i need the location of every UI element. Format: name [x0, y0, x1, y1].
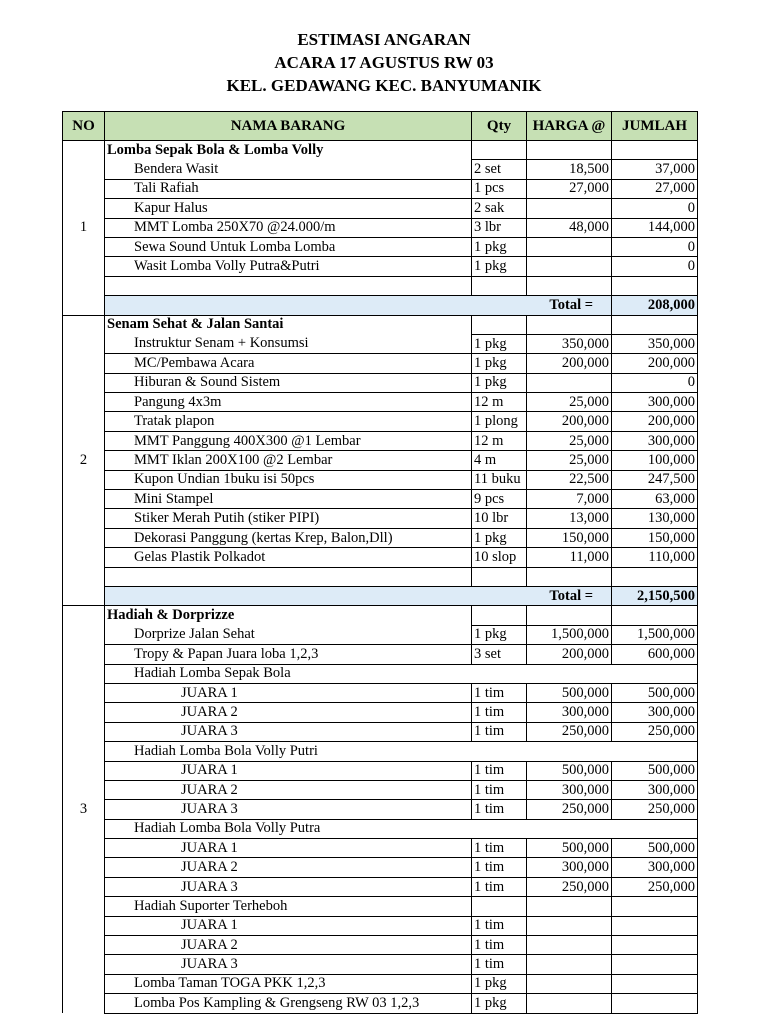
item-price — [527, 994, 612, 1013]
item-qty: 1 pcs — [472, 179, 527, 198]
item-qty: 4 m — [472, 451, 527, 470]
item-qty: 2 set — [472, 160, 527, 179]
item-name: Gelas Plastik Polkadot — [105, 548, 472, 567]
qty-cell — [472, 606, 527, 625]
title-line-1: ESTIMASI ANGARAN — [297, 30, 471, 49]
total-value: 208,000 — [612, 296, 698, 315]
item-price: 500,000 — [527, 839, 612, 858]
item-qty: 1 tim — [472, 703, 527, 722]
item-qty: 3 lbr — [472, 218, 527, 237]
blank-cell — [612, 567, 698, 586]
blank-cell — [527, 567, 612, 586]
item-name: Lomba Pos Kampling & Grengseng RW 03 1,2,3 — [105, 994, 472, 1013]
item-qty: 1 pkg — [472, 373, 527, 392]
item-price: 200,000 — [527, 412, 612, 431]
item-total: 150,000 — [612, 528, 698, 547]
item-name: JUARA 1 — [105, 839, 472, 858]
item-name: Mini Stampel — [105, 490, 472, 509]
table-row — [63, 218, 698, 237]
item-total: 300,000 — [612, 393, 698, 412]
item-qty: 1 pkg — [472, 257, 527, 276]
item-qty: 1 plong — [472, 412, 527, 431]
table-row — [63, 373, 698, 392]
item-qty: 1 pkg — [472, 625, 527, 644]
item-qty: 1 tim — [472, 916, 527, 935]
item-total — [612, 994, 698, 1013]
table-row — [63, 761, 698, 780]
table-row — [63, 528, 698, 547]
total-cell — [612, 141, 698, 160]
table-row — [63, 664, 698, 683]
item-qty: 1 tim — [472, 955, 527, 974]
item-total: 37,000 — [612, 160, 698, 179]
item-price: 250,000 — [527, 722, 612, 741]
item-total: 247,500 — [612, 470, 698, 489]
item-name: Stiker Merah Putih (stiker PIPI) — [105, 509, 472, 528]
item-name: JUARA 2 — [105, 858, 472, 877]
item-total: 300,000 — [612, 431, 698, 450]
item-name: Hadiah Suporter Terheboh — [105, 897, 472, 916]
col-header-name: NAMA BARANG — [105, 112, 472, 141]
item-name: MMT Panggung 400X300 @1 Lembar — [105, 431, 472, 450]
section-title: Hadiah & Dorprizze — [105, 606, 472, 625]
item-total: 500,000 — [612, 839, 698, 858]
table-row — [63, 470, 698, 489]
item-price: 25,000 — [527, 451, 612, 470]
item-qty: 1 tim — [472, 683, 527, 702]
document-title — [0, 28, 768, 97]
item-qty: 1 pkg — [472, 974, 527, 993]
item-total: 500,000 — [612, 761, 698, 780]
item-qty: 1 pkg — [472, 354, 527, 373]
item-total: 250,000 — [612, 722, 698, 741]
item-qty: 3 set — [472, 645, 527, 664]
item-price — [527, 916, 612, 935]
table-row — [63, 858, 698, 877]
item-price — [527, 237, 612, 256]
total-cell — [612, 315, 698, 334]
item-price: 300,000 — [527, 703, 612, 722]
item-name: Wasit Lomba Volly Putra&Putri — [105, 257, 472, 276]
table-row — [63, 354, 698, 373]
price-cell — [527, 315, 612, 334]
item-name: JUARA 3 — [105, 955, 472, 974]
item-price — [527, 199, 612, 218]
total-label: Total = — [105, 296, 612, 315]
table-row — [63, 645, 698, 664]
item-qty: 1 tim — [472, 722, 527, 741]
item-price: 48,000 — [527, 218, 612, 237]
table-row — [63, 179, 698, 198]
item-name: Tali Rafiah — [105, 179, 472, 198]
item-price: 250,000 — [527, 877, 612, 896]
item-name: Lomba Taman TOGA PKK 1,2,3 — [105, 974, 472, 993]
col-header-no: NO — [63, 112, 105, 141]
table-row — [63, 237, 698, 256]
total-row — [63, 586, 698, 605]
title-line-2: ACARA 17 AGUSTUS RW 03 — [274, 53, 494, 72]
item-name: Kapur Halus — [105, 199, 472, 218]
item-name: Hadiah Lomba Bola Volly Putra — [105, 819, 698, 838]
item-price: 18,500 — [527, 160, 612, 179]
item-name: Kupon Undian 1buku isi 50pcs — [105, 470, 472, 489]
section-number: 1 — [63, 141, 105, 316]
item-price: 200,000 — [527, 354, 612, 373]
blank-row — [63, 276, 698, 295]
qty-cell — [472, 141, 527, 160]
item-total: 144,000 — [612, 218, 698, 237]
item-qty: 1 tim — [472, 936, 527, 955]
total-value: 2,150,500 — [612, 586, 698, 605]
blank-cell — [105, 567, 472, 586]
item-total: 250,000 — [612, 800, 698, 819]
table-row — [63, 257, 698, 276]
header-row — [63, 112, 698, 141]
item-qty: 1 tim — [472, 877, 527, 896]
table-row — [63, 722, 698, 741]
price-cell — [527, 606, 612, 625]
item-qty: 10 slop — [472, 548, 527, 567]
table-row — [63, 199, 698, 218]
item-total: 600,000 — [612, 645, 698, 664]
item-total — [612, 955, 698, 974]
item-name: Dekorasi Panggung (kertas Krep, Balon,Dll) — [105, 528, 472, 547]
title-line-3: KEL. GEDAWANG KEC. BANYUMANIK — [226, 76, 542, 95]
table-row — [63, 412, 698, 431]
item-price: 1,500,000 — [527, 625, 612, 644]
item-price: 250,000 — [527, 800, 612, 819]
item-qty: 12 m — [472, 393, 527, 412]
item-qty — [472, 897, 527, 916]
item-price: 200,000 — [527, 645, 612, 664]
item-total: 350,000 — [612, 334, 698, 353]
item-price: 7,000 — [527, 490, 612, 509]
table-row — [63, 800, 698, 819]
item-qty: 1 tim — [472, 761, 527, 780]
item-name: MMT Lomba 250X70 @24.000/m — [105, 218, 472, 237]
item-name: Tropy & Papan Juara loba 1,2,3 — [105, 645, 472, 664]
table-body — [63, 141, 698, 1014]
item-price: 25,000 — [527, 393, 612, 412]
item-price — [527, 936, 612, 955]
item-name: Bendera Wasit — [105, 160, 472, 179]
item-name: JUARA 2 — [105, 936, 472, 955]
section-title: Lomba Sepak Bola & Lomba Volly — [105, 141, 472, 160]
item-total: 300,000 — [612, 703, 698, 722]
item-name: Sewa Sound Untuk Lomba Lomba — [105, 237, 472, 256]
table-row — [63, 839, 698, 858]
item-qty: 1 pkg — [472, 528, 527, 547]
item-name: Hadiah Lomba Bola Volly Putri — [105, 742, 698, 761]
item-qty: 9 pcs — [472, 490, 527, 509]
item-total: 110,000 — [612, 548, 698, 567]
col-header-price: HARGA @ — [527, 112, 612, 141]
blank-cell — [527, 276, 612, 295]
item-total: 250,000 — [612, 877, 698, 896]
item-name: MMT Iklan 200X100 @2 Lembar — [105, 451, 472, 470]
table-row — [63, 955, 698, 974]
blank-cell — [472, 276, 527, 295]
table-row — [63, 936, 698, 955]
item-qty: 1 tim — [472, 780, 527, 799]
item-price: 22,500 — [527, 470, 612, 489]
item-qty: 2 sak — [472, 199, 527, 218]
item-qty: 1 pkg — [472, 334, 527, 353]
section-row — [63, 606, 698, 625]
qty-cell — [472, 315, 527, 334]
table-row — [63, 916, 698, 935]
item-price — [527, 897, 612, 916]
item-qty: 1 tim — [472, 839, 527, 858]
price-cell — [527, 141, 612, 160]
item-name: Pangung 4x3m — [105, 393, 472, 412]
item-price: 350,000 — [527, 334, 612, 353]
item-price — [527, 955, 612, 974]
col-header-total: JUMLAH — [612, 112, 698, 141]
table-row — [63, 334, 698, 353]
item-total: 1,500,000 — [612, 625, 698, 644]
budget-table — [62, 111, 698, 1014]
table-row — [63, 431, 698, 450]
blank-cell — [105, 276, 472, 295]
total-cell — [612, 606, 698, 625]
item-total — [612, 916, 698, 935]
item-qty: 1 pkg — [472, 237, 527, 256]
table-row — [63, 509, 698, 528]
item-name: JUARA 3 — [105, 877, 472, 896]
table-row — [63, 683, 698, 702]
table-row — [63, 160, 698, 179]
item-name: JUARA 3 — [105, 722, 472, 741]
total-row — [63, 296, 698, 315]
item-name: MC/Pembawa Acara — [105, 354, 472, 373]
item-total: 200,000 — [612, 354, 698, 373]
table-row — [63, 625, 698, 644]
item-name: JUARA 1 — [105, 683, 472, 702]
item-price — [527, 373, 612, 392]
item-total: 100,000 — [612, 451, 698, 470]
item-total: 0 — [612, 199, 698, 218]
item-qty: 12 m — [472, 431, 527, 450]
item-total: 200,000 — [612, 412, 698, 431]
section-number: 2 — [63, 315, 105, 606]
item-total: 500,000 — [612, 683, 698, 702]
table-row — [63, 490, 698, 509]
section-title: Senam Sehat & Jalan Santai — [105, 315, 472, 334]
blank-cell — [472, 567, 527, 586]
item-price: 11,000 — [527, 548, 612, 567]
item-name: JUARA 1 — [105, 761, 472, 780]
table-row — [63, 742, 698, 761]
item-qty: 1 tim — [472, 800, 527, 819]
item-name: Hadiah Lomba Sepak Bola — [105, 664, 698, 683]
item-total: 300,000 — [612, 780, 698, 799]
col-header-qty: Qty — [472, 112, 527, 141]
item-price: 150,000 — [527, 528, 612, 547]
item-name: Hiburan & Sound Sistem — [105, 373, 472, 392]
item-total: 300,000 — [612, 858, 698, 877]
item-price: 25,000 — [527, 431, 612, 450]
table-row — [63, 897, 698, 916]
item-qty: 1 pkg — [472, 994, 527, 1013]
item-price: 27,000 — [527, 179, 612, 198]
table-row — [63, 819, 698, 838]
table-row — [63, 703, 698, 722]
item-name: Tratak plapon — [105, 412, 472, 431]
section-row — [63, 315, 698, 334]
item-name: JUARA 2 — [105, 703, 472, 722]
item-name: JUARA 2 — [105, 780, 472, 799]
item-name: JUARA 3 — [105, 800, 472, 819]
blank-cell — [612, 276, 698, 295]
blank-row — [63, 567, 698, 586]
item-price — [527, 257, 612, 276]
item-total: 0 — [612, 373, 698, 392]
item-total: 63,000 — [612, 490, 698, 509]
table-row — [63, 393, 698, 412]
total-label: Total = — [105, 586, 612, 605]
item-total — [612, 897, 698, 916]
item-total: 130,000 — [612, 509, 698, 528]
table-row — [63, 451, 698, 470]
item-price: 300,000 — [527, 780, 612, 799]
table-row — [63, 974, 698, 993]
item-qty: 11 buku — [472, 470, 527, 489]
item-qty: 10 lbr — [472, 509, 527, 528]
item-name: JUARA 1 — [105, 916, 472, 935]
table-row — [63, 780, 698, 799]
item-name: Instruktur Senam + Konsumsi — [105, 334, 472, 353]
table-row — [63, 994, 698, 1013]
item-price: 300,000 — [527, 858, 612, 877]
table-row — [63, 548, 698, 567]
section-number: 3 — [63, 606, 105, 1013]
section-row — [63, 141, 698, 160]
item-total: 0 — [612, 237, 698, 256]
table-row — [63, 877, 698, 896]
item-price — [527, 974, 612, 993]
item-total — [612, 936, 698, 955]
item-price: 500,000 — [527, 761, 612, 780]
item-total — [612, 974, 698, 993]
item-total: 27,000 — [612, 179, 698, 198]
item-name: Dorprize Jalan Sehat — [105, 625, 472, 644]
item-total: 0 — [612, 257, 698, 276]
item-qty: 1 tim — [472, 858, 527, 877]
item-price: 13,000 — [527, 509, 612, 528]
item-price: 500,000 — [527, 683, 612, 702]
